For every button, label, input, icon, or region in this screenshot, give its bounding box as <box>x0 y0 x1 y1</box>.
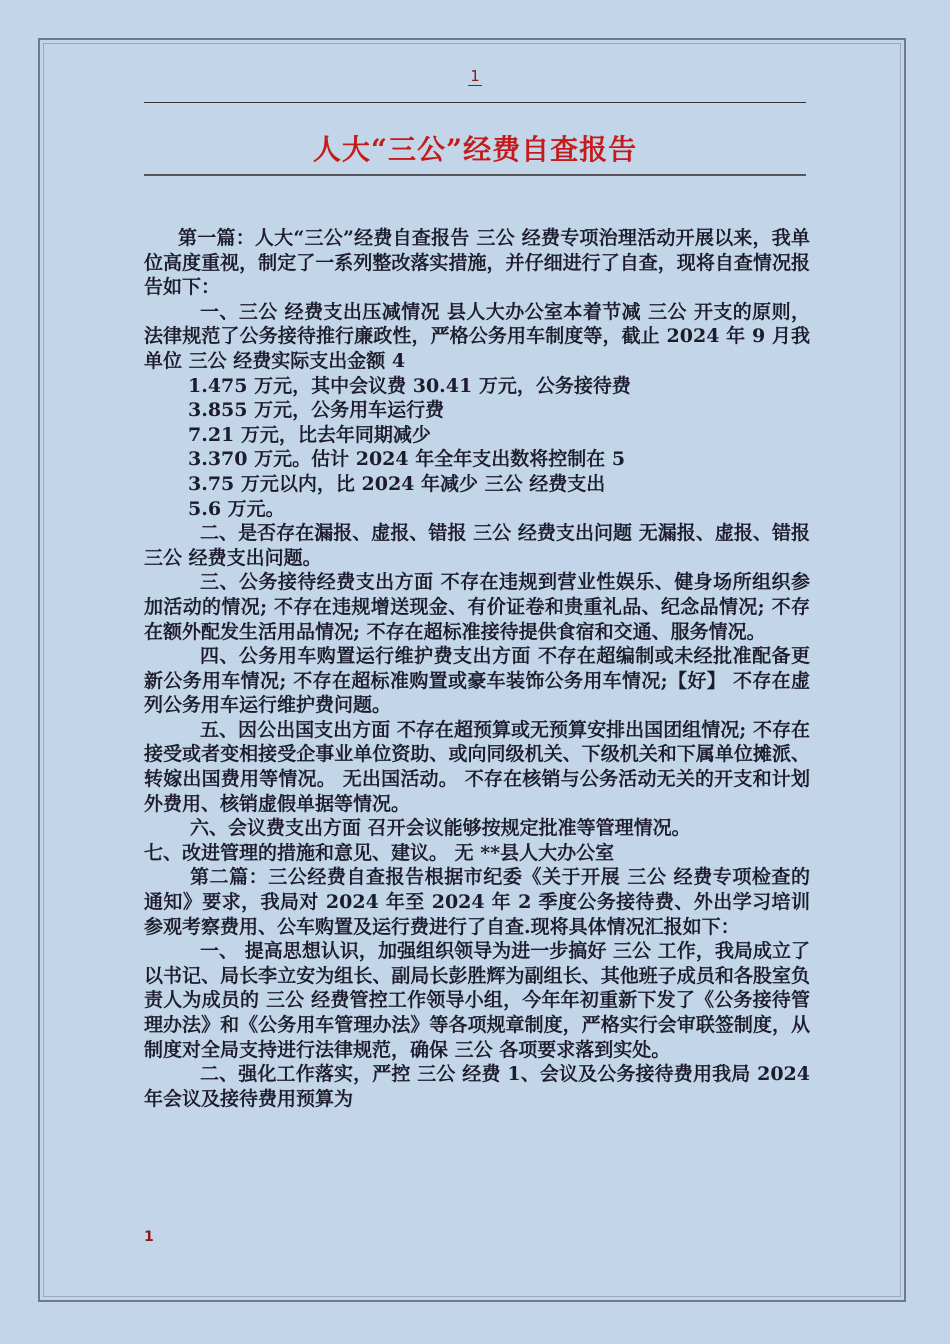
document-title: 人大“三公”经费自查报告 <box>312 133 638 166</box>
paragraph: 一、三公 经费支出压减情况 县人大办公室本着节减 三公 开支的原则，法律规范了公务接待推行廉政性，严格公务用车制度等，截止 2024 年 9 月我单位 三公 经费实际支出金额 4 <box>144 300 810 372</box>
paragraph: 六、会议费支出方面 召开会议能够按规定批准等管理情况。 <box>190 817 691 840</box>
paragraph: 一、 提高思想认识，加强组织领导为进一步搞好 三公 工作，我局成立了以书记、局长李立安为组长、副局长彭胜辉为副组长、其他班子成员和各股室负责人为成员的 三公 经费管控工作领导小组，今年年初重新下发了《公务接待管理办法》和《公务用车管理办法》等各项规章制度，严格实行会审联签制度，从制度对全局支持进行法律规范，确保 三公 各项要求落到实处。 <box>144 940 810 1061</box>
paragraph: 四、公务用车购置运行维护费支出方面 不存在超编制或未经批准配备更新公务用车情况; 不存在超标准购置或豪车装饰公务用车情况;【好】 不存在虚列公务用车运行维护费问题。 <box>144 645 810 717</box>
header-page-number: 1 <box>470 67 480 85</box>
paragraph: 第二篇：三公经费自查报告根据市纪委《关于开展 三公 经费专项检查的通知》要求，我局对 2024 年至 2024 年 2 季度公务接待费、外出学习培训参观考察费用、公车购置及运行费进行了自查.现将具体情况汇报如下： <box>144 866 810 938</box>
paragraph: 3.75 万元以内，比 2024 年减少 三公 经费支出 <box>188 472 606 495</box>
paragraph: 1.475 万元，其中会议费 30.41 万元，公务接待费 <box>188 374 631 397</box>
paragraph: 3.855 万元，公务用车运行费 <box>188 399 445 422</box>
paragraph: 7.21 万元，比去年同期减少 <box>188 423 431 446</box>
footer-page-number: 1 <box>144 1229 154 1245</box>
paragraph: 三、公务接待经费支出方面 不存在违规到营业性娱乐、健身场所组织参加活动的情况; 不存在违规增送现金、有价证卷和贵重礼品、纪念品情况; 不存在额外配发生活用品情况; 不存在超标准接待提供食宿和交通、服务情况。 <box>144 571 810 643</box>
title-rule <box>144 174 806 176</box>
header-rule <box>144 102 806 103</box>
paragraph: 七、改进管理的措施和意见、建议。 无 **县人大办公室 <box>144 841 615 864</box>
document-body <box>144 226 810 1111</box>
paragraph: 二、是否存在漏报、虚报、错报 三公 经费支出问题 无漏报、虚报、错报 三公 经费支出问题。 <box>144 522 810 569</box>
paragraph: 二、强化工作落实，严控 三公 经费 1、会议及公务接待费用我局 2024 年会议及接待费用预算为 <box>144 1063 810 1110</box>
paragraph: 五、因公出国支出方面 不存在超预算或无预算安排出国团组情况; 不存在接受或者变相接受企事业单位资助、或向同级机关、下级机关和下属单位摊派、转嫁出国费用等情况。 无出国活动。 不存在核销与公务活动无关的开支和计划外费用、核销虚假单据等情况。 <box>144 718 810 815</box>
paragraph: 3.370 万元。估计 2024 年全年支出数将控制在 5 <box>188 448 626 471</box>
paragraph: 第一篇：人大“三公”经费自查报告 三公 经费专项治理活动开展以来，我单位高度重视，制定了一系列整改落实措施，并仔细进行了自查，现将自查情况报告如下： <box>144 227 810 299</box>
paragraph: 5.6 万元。 <box>188 497 285 520</box>
